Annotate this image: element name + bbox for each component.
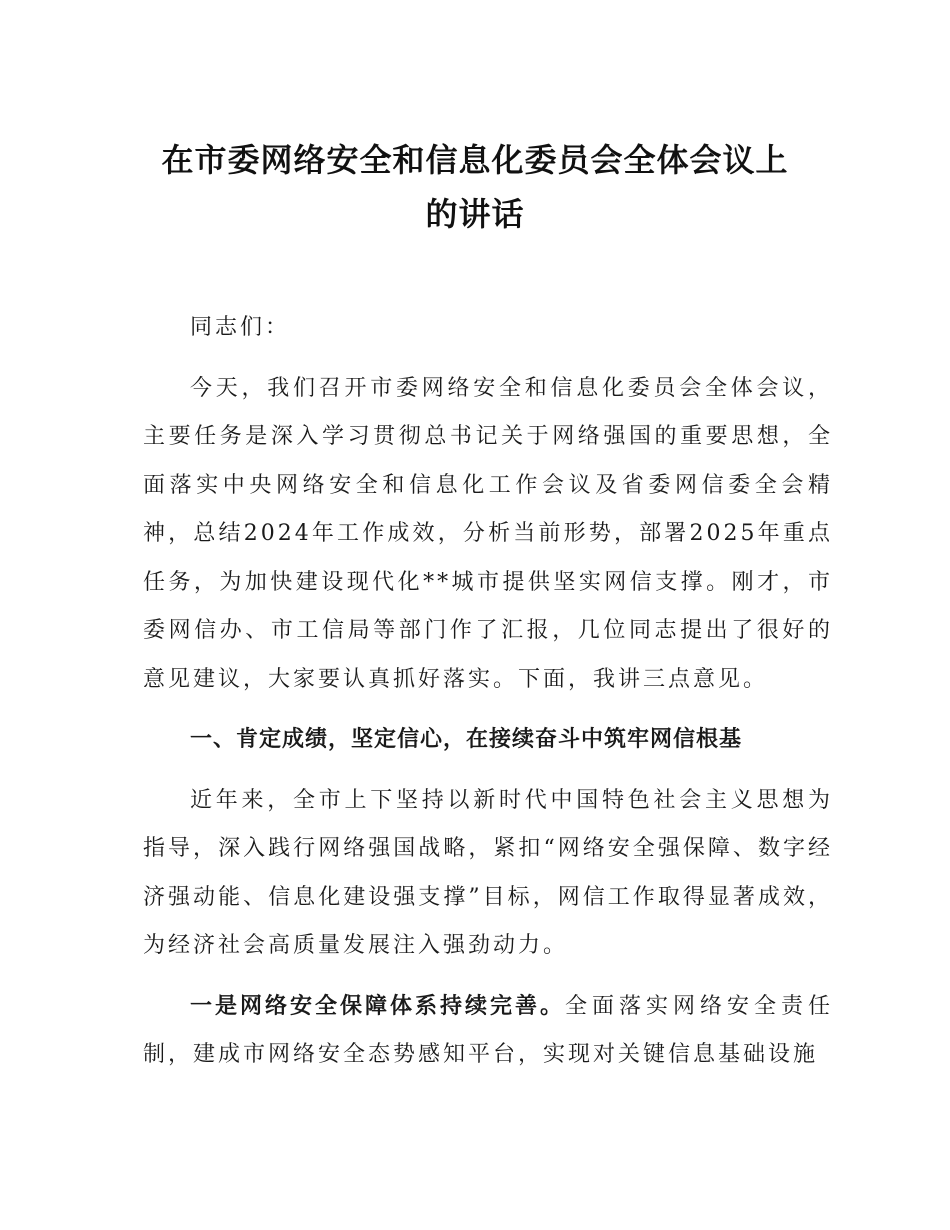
document-body (143, 304, 833, 1080)
title-line-1: 在市委网络安全和信息化委员会全体会议上 (161, 141, 789, 180)
page-title (120, 133, 830, 241)
point-1-paragraph (143, 983, 833, 1080)
title-line-2: 的讲话 (425, 195, 525, 234)
section-1-heading: 一、肯定成绩，坚定信心，在接续奋斗中筑牢网信根基 (190, 727, 743, 752)
point-1-text: 全面落实网络安全责任制，建成市网络安全态势感知平台，实现对关键信息基础设施 (143, 993, 833, 1067)
section-1-paragraph: 近年来，全市上下坚持以新时代中国特色社会主义思想为指导，深入践行网络强国战略，紧扣“网络安全强保障、数字经济强动能、信息化建设强支撑”目标，网信工作取得显著成效，为经济社会高质量发展注入强劲动力。 (143, 787, 833, 958)
salutation: 同志们： (190, 315, 291, 340)
point-1-lead: 一是网络安全保障体系持续完善。 (190, 993, 565, 1019)
intro-paragraph: 今天，我们召开市委网络安全和信息化委员会全体会议，主要任务是深入学习贯彻总书记关于网络强国的重要思想，全面落实中央网络安全和信息化工作会议及省委网信委全会精神，总结2024年工作成效，分析当前形势，部署2025年重点任务，为加快建设现代化**城市提供坚实网信支撑。刚才，市委网信办、市工信局等部门作了汇报，几位同志提出了很好的意见建议，大家要认真抓好落实。下面，我讲三点意见。 (143, 375, 833, 692)
